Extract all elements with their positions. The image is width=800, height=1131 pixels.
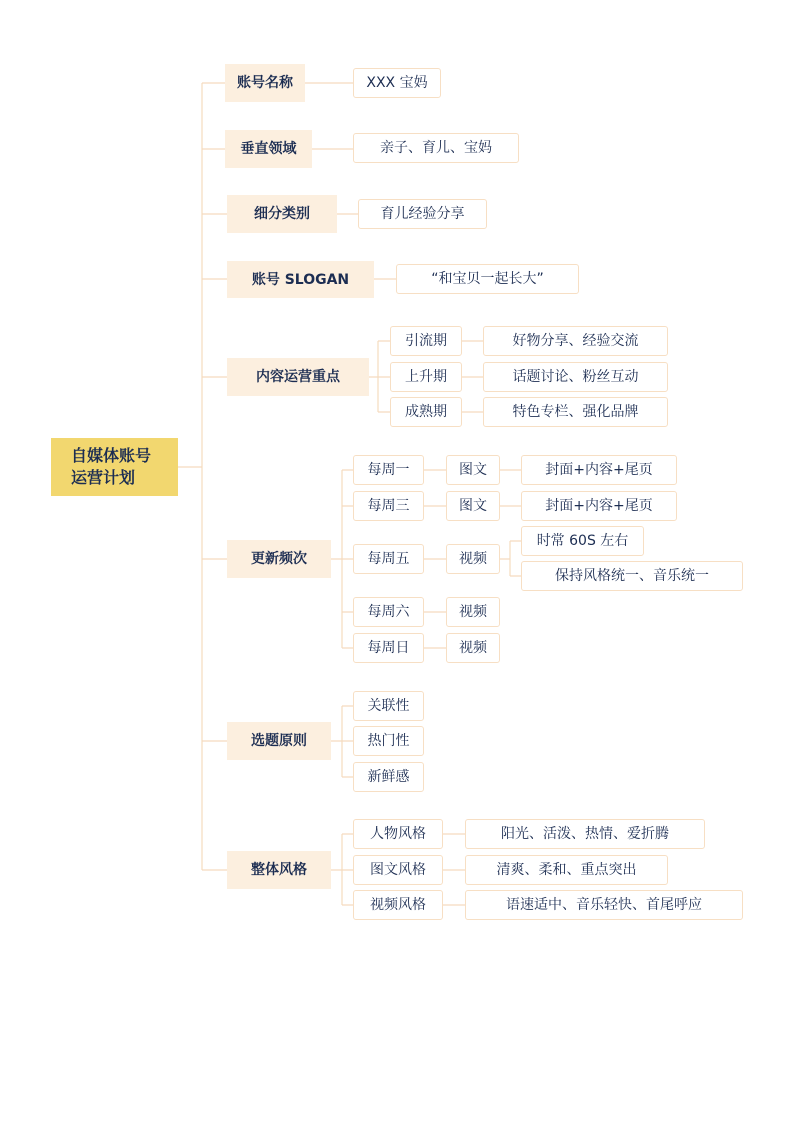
root-title-line-2: 运营计划 [71,468,136,487]
branch-style: 整体风格 [227,851,331,889]
root-title-line-1: 自媒体账号 [71,446,152,466]
style-name: 人物风格 [353,819,443,849]
format-detail: 封面+内容+尾页 [521,455,677,485]
branch-slogan: 账号 SLOGAN [227,261,374,298]
topic-principle: 热门性 [353,726,424,756]
stage-label: 引流期 [390,326,462,356]
slogan-value: “和宝贝一起长大” [396,264,579,294]
format-label: 视频 [446,633,500,663]
stage-label: 上升期 [390,362,462,392]
format-label: 视频 [446,544,500,574]
stage-focus: 话题讨论、粉丝互动 [483,362,668,392]
style-name: 图文风格 [353,855,443,885]
style-desc: 阳光、活泼、热情、爱折腾 [465,819,705,849]
branch-category: 细分类别 [227,195,337,233]
branch-vertical: 垂直领域 [225,130,312,168]
style-name: 视频风格 [353,890,443,920]
stage-label: 成熟期 [390,397,462,427]
branch-content-focus: 内容运营重点 [227,358,369,396]
style-desc: 清爽、柔和、重点突出 [465,855,668,885]
format-label: 图文 [446,491,500,521]
day-label: 每周六 [353,597,424,627]
day-label: 每周三 [353,491,424,521]
day-label: 每周五 [353,544,424,574]
category-value: 育儿经验分享 [358,199,487,229]
style-desc: 语速适中、音乐轻快、首尾呼应 [465,890,743,920]
format-detail: 保持风格统一、音乐统一 [521,561,743,591]
topic-principle: 关联性 [353,691,424,721]
root-node [51,438,178,496]
day-label: 每周一 [353,455,424,485]
branch-frequency: 更新频次 [227,540,331,578]
stage-focus: 特色专栏、强化品牌 [483,397,668,427]
day-label: 每周日 [353,633,424,663]
format-detail: 时常 60S 左右 [521,526,644,556]
branch-topic: 选题原则 [227,722,331,760]
vertical-value: 亲子、育儿、宝妈 [353,133,519,163]
topic-principle: 新鲜感 [353,762,424,792]
branch-account-name: 账号名称 [225,64,305,102]
format-detail: 封面+内容+尾页 [521,491,677,521]
account-name-value: XXX 宝妈 [353,68,441,98]
format-label: 图文 [446,455,500,485]
stage-focus: 好物分享、经验交流 [483,326,668,356]
format-label: 视频 [446,597,500,627]
